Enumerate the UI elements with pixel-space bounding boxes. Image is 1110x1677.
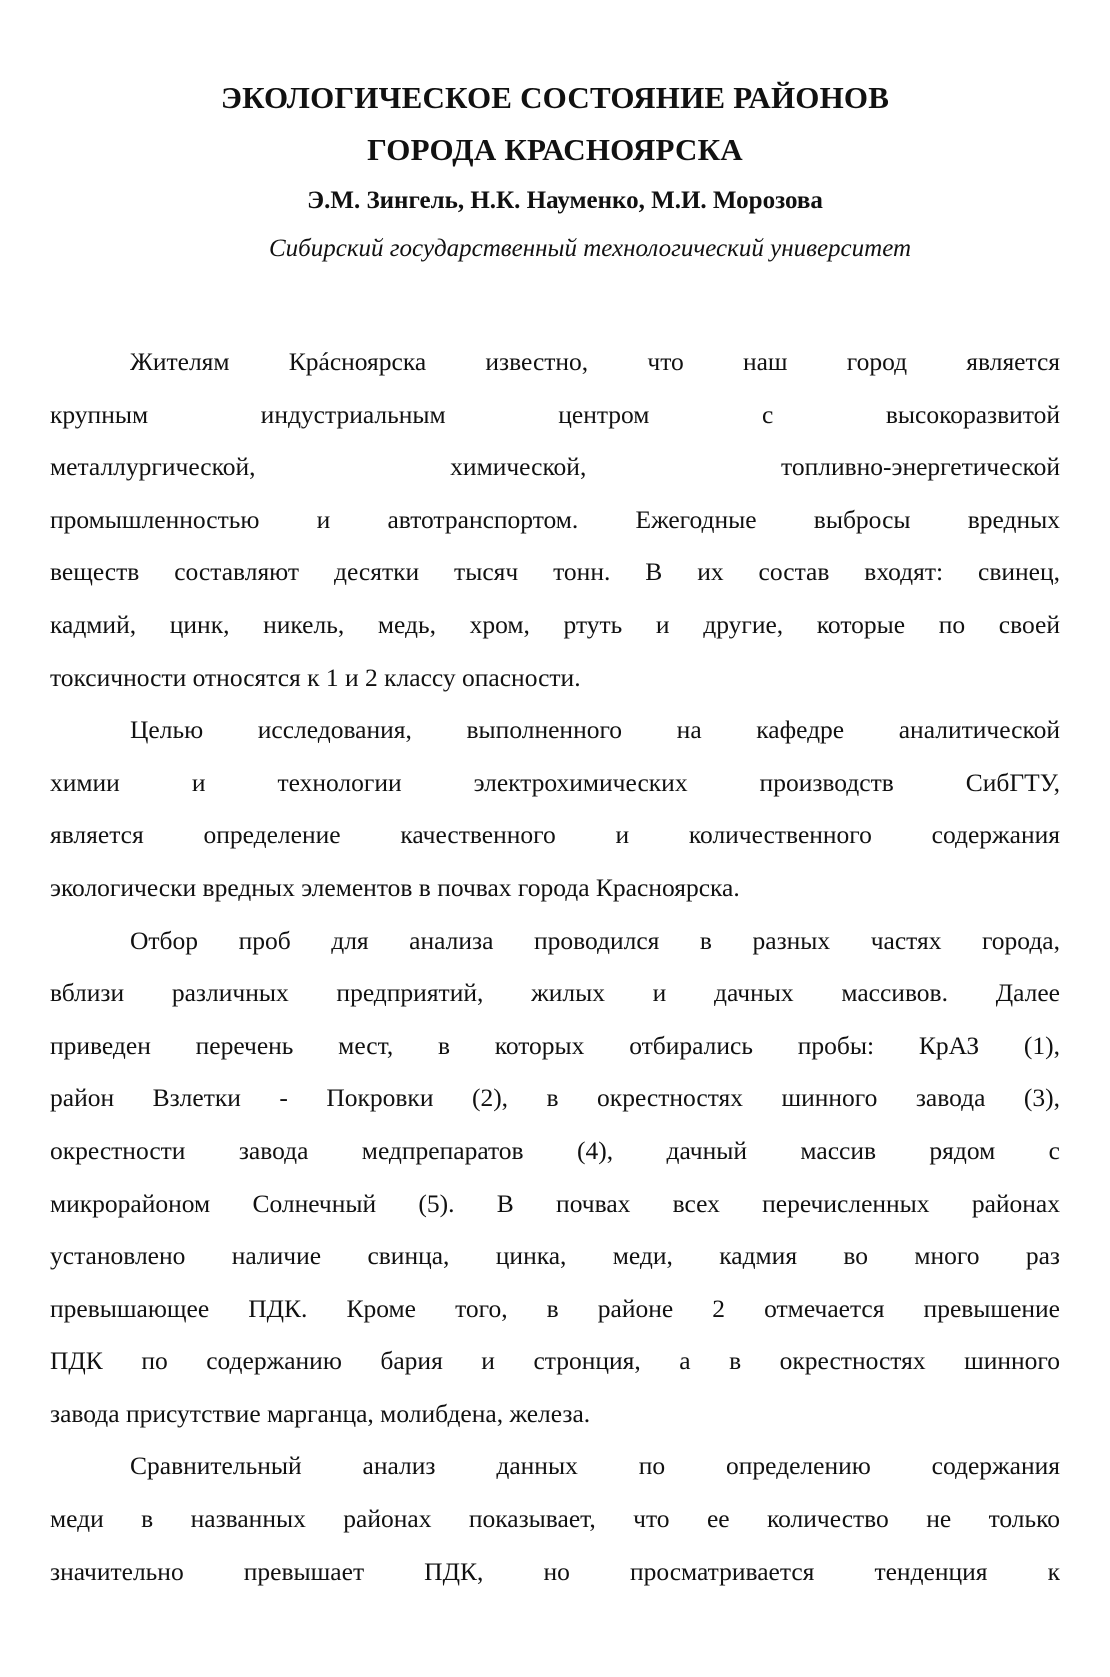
text-line: приведен перечень мест, в которых отбирались пробы: КрАЗ (1), — [50, 1030, 1060, 1060]
text-line: Жителям Крáсноярска известно, что наш город является — [130, 347, 1060, 376]
text-line: вблизи различных предприятий, жилых и дачных массивов. Далее — [50, 978, 1060, 1008]
text-line: микрорайоном Солнечный (5). В почвах всех перечисленных районах — [50, 1188, 1060, 1218]
article-title-line-2: ГОРОДА КРАСНОЯРСКА — [367, 132, 743, 167]
paragraph-1 — [50, 336, 1060, 704]
text-line: меди в названных районах показывает, что ее количество не только — [50, 1504, 1060, 1534]
text-line: токсичности относятся к 1 и 2 классу опасности. — [50, 662, 581, 692]
paragraph-3 — [50, 915, 1060, 1441]
text-line: кадмий, цинк, никель, медь, хром, ртуть и другие, которые по своей — [50, 609, 1060, 639]
paragraph-4 — [50, 1440, 1060, 1598]
article-body — [50, 336, 1060, 1598]
text-line: район Взлетки - Покровки (2), в окрестностях шинного завода (3), — [50, 1083, 1060, 1113]
text-line: Отбор проб для анализа проводился в разных частях города, — [130, 925, 1060, 955]
text-line: химии и технологии электрохимических производств СибГТУ, — [50, 767, 1060, 797]
text-line: превышающее ПДК. Кроме того, в районе 2 отмечается превышение — [50, 1293, 1060, 1323]
text-line: окрестности завода медпрепаратов (4), дачный массив рядом с — [50, 1135, 1060, 1165]
text-line: крупным индустриальным центром с высокоразвитой — [50, 399, 1060, 429]
article-title-line-1: ЭКОЛОГИЧЕСКОЕ СОСТОЯНИЕ РАЙОНОВ — [220, 80, 890, 115]
text-line: Сравнительный анализ данных по определению содержания — [130, 1451, 1060, 1481]
text-line: промышленностью и автотранспортом. Ежегодные выбросы вредных — [50, 504, 1060, 534]
text-line: значительно превышает ПДК, но просматривается тенденция к — [50, 1556, 1060, 1586]
text-line: металлургической, химической, топливно-энергетической — [50, 452, 1060, 482]
text-line: веществ составляют десятки тысяч тонн. В их состав входят: свинец, — [50, 557, 1060, 587]
text-line: Целью исследования, выполненного на кафедре аналитической — [130, 715, 1060, 745]
text-line: является определение качественного и количественного содержания — [50, 820, 1060, 850]
text-line: завода присутствие марганца, молибдена, железа. — [50, 1398, 591, 1428]
article-authors: Э.М. Зингель, Н.К. Науменко, М.И. Морозова — [307, 187, 823, 214]
paragraph-2 — [50, 704, 1060, 914]
text-line: установлено наличие свинца, цинка, меди, кадмия во много раз — [50, 1241, 1060, 1271]
text-line: экологически вредных элементов в почвах города Красноярска. — [50, 872, 740, 902]
text-line: ПДК по содержанию бария и стронция, а в окрестностях шинного — [50, 1346, 1060, 1376]
article-header — [0, 72, 1110, 264]
article-affiliation: Сибирский государственный технологический университет — [268, 235, 912, 262]
